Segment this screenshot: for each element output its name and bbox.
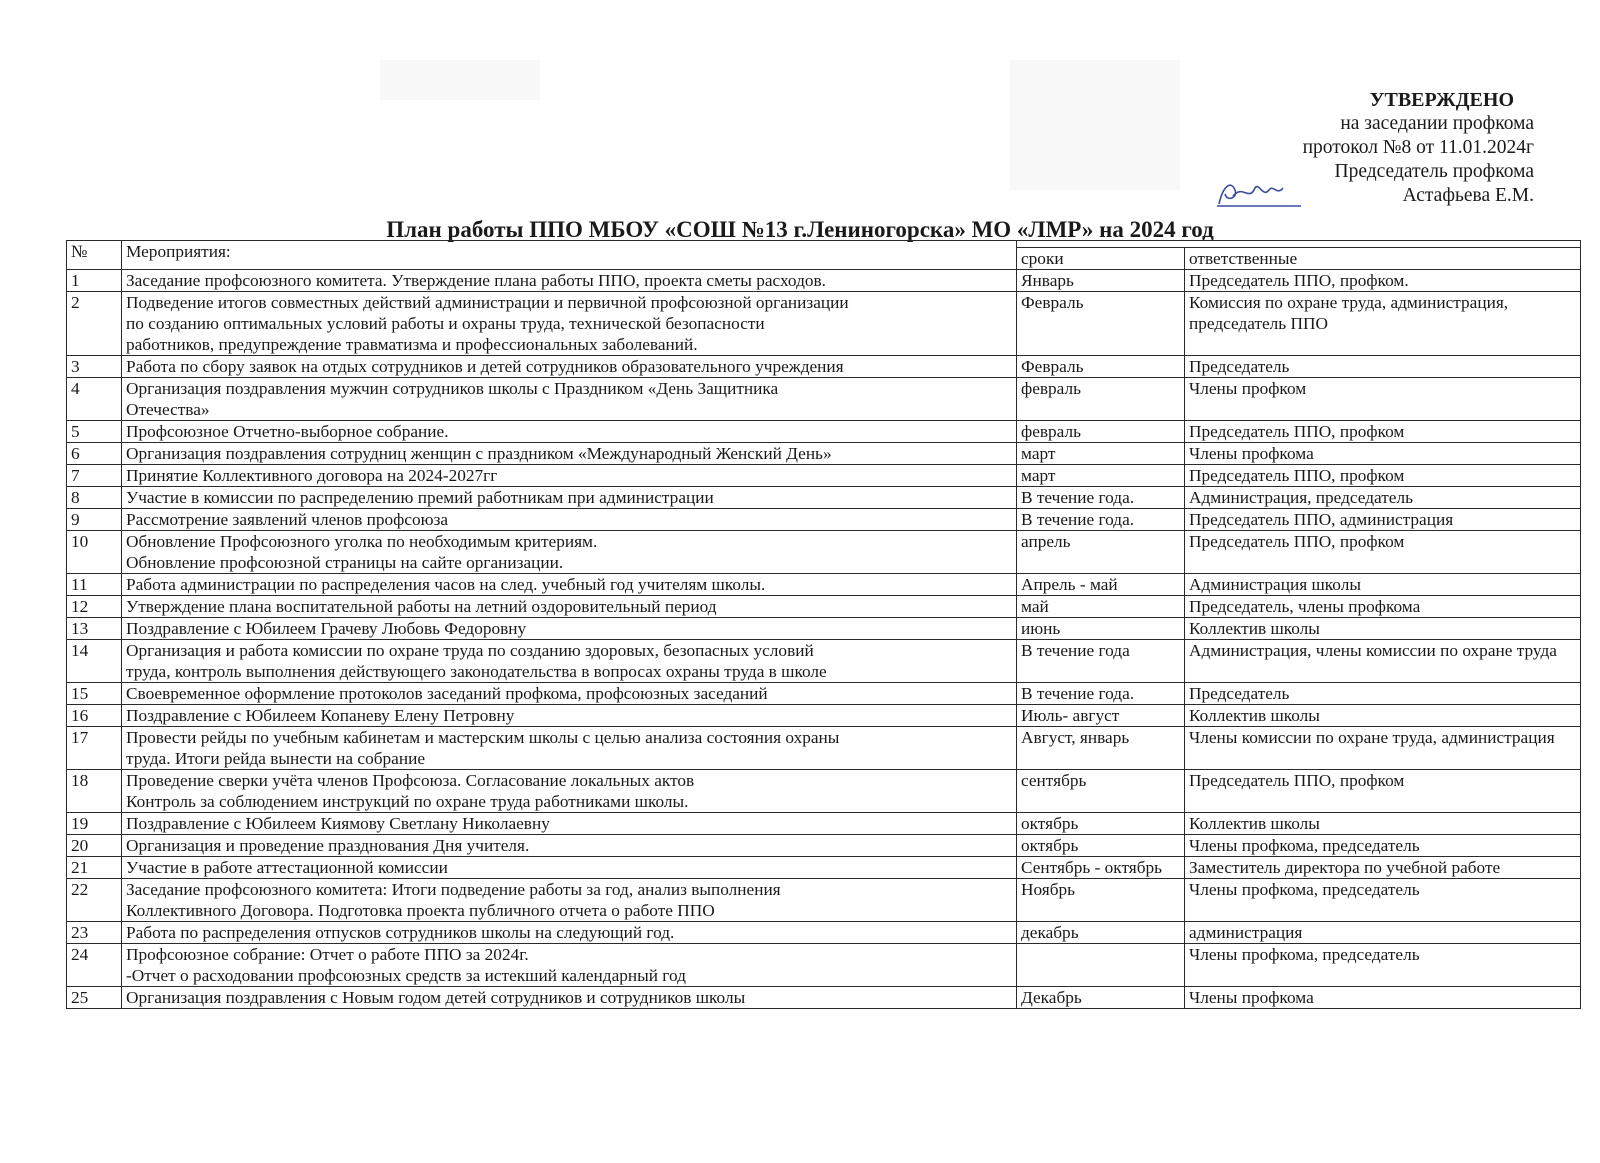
- cell-num: 7: [67, 465, 122, 487]
- cell-event: Поздравление с Юбилеем Грачеву Любовь Федоровну: [122, 618, 1017, 640]
- cell-resp: Заместитель директора по учебной работе: [1185, 857, 1581, 879]
- cell-num: 20: [67, 835, 122, 857]
- cell-event: Подведение итогов совместных действий администрации и первичной профсоюзной организации по созданию оптимальных условий работы и охраны труда, технической безопасности работников, предупреждение травматизма и профессиональных заболеваний.: [122, 292, 1017, 356]
- cell-resp: Председатель ППО, профком: [1185, 770, 1581, 813]
- table-row: [67, 944, 1581, 987]
- cell-event: Организация поздравления с Новым годом детей сотрудников и сотрудников школы: [122, 987, 1017, 1009]
- cell-event: Профсоюзное Отчетно-выборное собрание.: [122, 421, 1017, 443]
- cell-num: 13: [67, 618, 122, 640]
- table-row: [67, 270, 1581, 292]
- cell-event: Организация и работа комиссии по охране труда по созданию здоровых, безопасных условий труда, контроль выполнения действующего законодательства в вопросах охраны труда в школе: [122, 640, 1017, 683]
- cell-num: 25: [67, 987, 122, 1009]
- cell-num: 5: [67, 421, 122, 443]
- cell-event: Организация поздравления сотрудниц женщин с праздником «Международный Женский День»: [122, 443, 1017, 465]
- cell-num: 14: [67, 640, 122, 683]
- cell-resp: Председатель ППО, профком: [1185, 421, 1581, 443]
- header-resp: ответственные: [1185, 248, 1581, 270]
- cell-resp: Председатель: [1185, 683, 1581, 705]
- cell-resp: Члены профкома: [1185, 443, 1581, 465]
- cell-term: февраль: [1017, 421, 1185, 443]
- cell-term: апрель: [1017, 531, 1185, 574]
- cell-event: Работа по распределения отпусков сотрудников школы на следующий год.: [122, 922, 1017, 944]
- cell-term: Апрель - май: [1017, 574, 1185, 596]
- table-row: [67, 857, 1581, 879]
- cell-num: 4: [67, 378, 122, 421]
- table-row: [67, 618, 1581, 640]
- cell-num: 8: [67, 487, 122, 509]
- cell-resp: Комиссия по охране труда, администрация, председатель ППО: [1185, 292, 1581, 356]
- cell-term: Ноябрь: [1017, 879, 1185, 922]
- table-row: [67, 378, 1581, 421]
- cell-term: В течение года: [1017, 640, 1185, 683]
- cell-num: 1: [67, 270, 122, 292]
- approval-line: на заседании профкома: [1340, 113, 1534, 134]
- table-row: [67, 596, 1581, 618]
- cell-num: 3: [67, 356, 122, 378]
- table-row: [67, 683, 1581, 705]
- cell-event: Принятие Коллективного договора на 2024-2027гг: [122, 465, 1017, 487]
- approval-block: [1303, 88, 1534, 208]
- document-title: План работы ППО МБОУ «СОШ №13 г.Лениногорска» МО «ЛМР» на 2024 год: [386, 217, 1214, 242]
- cell-resp: Председатель ППО, профком: [1185, 465, 1581, 487]
- cell-num: 2: [67, 292, 122, 356]
- table-row: [67, 574, 1581, 596]
- cell-resp: Коллектив школы: [1185, 813, 1581, 835]
- cell-resp: Члены комиссии по охране труда, администрация: [1185, 727, 1581, 770]
- cell-num: 6: [67, 443, 122, 465]
- cell-term: сентябрь: [1017, 770, 1185, 813]
- cell-event: Заседание профсоюзного комитета: Итоги подведение работы за год, анализ выполнения Коллективного Договора. Подготовка проекта публичного отчета о работе ППО: [122, 879, 1017, 922]
- header-num: №: [67, 241, 122, 270]
- cell-num: 19: [67, 813, 122, 835]
- header-term: сроки: [1017, 248, 1185, 270]
- cell-term: В течение года.: [1017, 487, 1185, 509]
- cell-event: Профсоюзное собрание: Отчет о работе ППО за 2024г. -Отчет о расходовании профсоюзных средств за истекший календарный год: [122, 944, 1017, 987]
- header-term-spacer: [1017, 241, 1581, 248]
- approval-line: Председатель профкома: [1334, 161, 1534, 182]
- table-row: [67, 443, 1581, 465]
- header-event: Мероприятия:: [122, 241, 1017, 270]
- cell-num: 23: [67, 922, 122, 944]
- cell-resp: Председатель: [1185, 356, 1581, 378]
- cell-resp: Члены профкома: [1185, 987, 1581, 1009]
- cell-event: Организация поздравления мужчин сотрудников школы с Праздником «День Защитника Отечества»: [122, 378, 1017, 421]
- cell-event: Участие в работе аттестационной комиссии: [122, 857, 1017, 879]
- bleed-through-mark: [380, 60, 540, 100]
- cell-term: Февраль: [1017, 356, 1185, 378]
- table-row: [67, 813, 1581, 835]
- table-row: [67, 292, 1581, 356]
- table-row: [67, 509, 1581, 531]
- cell-term: Декабрь: [1017, 987, 1185, 1009]
- approval-signature-line: [1303, 184, 1534, 208]
- cell-event: Провести рейды по учебным кабинетам и мастерским школы с целью анализа состояния охраны труда. Итоги рейда вынести на собрание: [122, 727, 1017, 770]
- cell-term: июнь: [1017, 618, 1185, 640]
- table-row: [67, 531, 1581, 574]
- cell-event: Обновление Профсоюзного уголка по необходимым критериям. Обновление профсоюзной страницы на сайте организации.: [122, 531, 1017, 574]
- table-row: [67, 727, 1581, 770]
- cell-resp: Администрация школы: [1185, 574, 1581, 596]
- cell-num: 24: [67, 944, 122, 987]
- cell-resp: Коллектив школы: [1185, 705, 1581, 727]
- cell-event: Заседание профсоюзного комитета. Утверждение плана работы ППО, проекта сметы расходов.: [122, 270, 1017, 292]
- cell-resp: Администрация, члены комиссии по охране труда: [1185, 640, 1581, 683]
- cell-resp: Администрация, председатель: [1185, 487, 1581, 509]
- cell-event: Работа администрации по распределения часов на след. учебный год учителям школы.: [122, 574, 1017, 596]
- cell-num: 9: [67, 509, 122, 531]
- cell-resp: Коллектив школы: [1185, 618, 1581, 640]
- table-row: [67, 356, 1581, 378]
- cell-resp: Председатель ППО, профком: [1185, 531, 1581, 574]
- bleed-through-mark: [1010, 60, 1180, 190]
- cell-resp: Члены профком: [1185, 378, 1581, 421]
- cell-event: Утверждение плана воспитательной работы на летний оздоровительный период: [122, 596, 1017, 618]
- cell-event: Своевременное оформление протоколов заседаний профкома, профсоюзных заседаний: [122, 683, 1017, 705]
- cell-event: Рассмотрение заявлений членов профсоюза: [122, 509, 1017, 531]
- approval-signer-name: Астафьева Е.М.: [1402, 185, 1534, 206]
- cell-event: Участие в комиссии по распределению премий работникам при администрации: [122, 487, 1017, 509]
- approval-title: УТВЕРЖДЕНО: [1369, 89, 1514, 111]
- cell-term: февраль: [1017, 378, 1185, 421]
- cell-event: Поздравление с Юбилеем Киямову Светлану Николаевну: [122, 813, 1017, 835]
- cell-num: 11: [67, 574, 122, 596]
- work-plan-table: [66, 240, 1581, 1009]
- table-row: [67, 487, 1581, 509]
- cell-num: 22: [67, 879, 122, 922]
- cell-num: 21: [67, 857, 122, 879]
- cell-resp: Председатель ППО, администрация: [1185, 509, 1581, 531]
- table-row: [67, 987, 1581, 1009]
- cell-term: октябрь: [1017, 813, 1185, 835]
- cell-term: март: [1017, 465, 1185, 487]
- approval-line: протокол №8 от 11.01.2024г: [1302, 137, 1534, 158]
- cell-term: октябрь: [1017, 835, 1185, 857]
- cell-resp: Председатель, члены профкома: [1185, 596, 1581, 618]
- handwritten-signature: [1213, 176, 1303, 210]
- cell-term: Июль- август: [1017, 705, 1185, 727]
- cell-event: Работа по сбору заявок на отдых сотрудников и детей сотрудников образовательного учреждения: [122, 356, 1017, 378]
- cell-term: [1017, 944, 1185, 987]
- table-row: [67, 879, 1581, 922]
- table-header-row: [67, 241, 1581, 248]
- cell-num: 10: [67, 531, 122, 574]
- table-row: [67, 640, 1581, 683]
- cell-term: В течение года.: [1017, 509, 1185, 531]
- cell-resp: администрация: [1185, 922, 1581, 944]
- cell-resp: Члены профкома, председатель: [1185, 879, 1581, 922]
- table-row: [67, 922, 1581, 944]
- table-row: [67, 705, 1581, 727]
- cell-term: Август, январь: [1017, 727, 1185, 770]
- table-row: [67, 770, 1581, 813]
- cell-term: Сентябрь - октябрь: [1017, 857, 1185, 879]
- cell-term: март: [1017, 443, 1185, 465]
- table-row: [67, 421, 1581, 443]
- cell-term: Февраль: [1017, 292, 1185, 356]
- cell-term: В течение года.: [1017, 683, 1185, 705]
- cell-event: Проведение сверки учёта членов Профсоюза. Согласование локальных актов Контроль за соблюдением инструкций по охране труда работниками школы.: [122, 770, 1017, 813]
- cell-num: 18: [67, 770, 122, 813]
- cell-term: май: [1017, 596, 1185, 618]
- cell-term: декабрь: [1017, 922, 1185, 944]
- cell-resp: Члены профкома, председатель: [1185, 835, 1581, 857]
- cell-term: Январь: [1017, 270, 1185, 292]
- cell-resp: Председатель ППО, профком.: [1185, 270, 1581, 292]
- cell-num: 17: [67, 727, 122, 770]
- cell-event: Организация и проведение празднования Дня учителя.: [122, 835, 1017, 857]
- cell-num: 15: [67, 683, 122, 705]
- table-row: [67, 835, 1581, 857]
- cell-num: 16: [67, 705, 122, 727]
- table-body: [67, 270, 1581, 1009]
- table-row: [67, 465, 1581, 487]
- cell-resp: Члены профкома, председатель: [1185, 944, 1581, 987]
- cell-num: 12: [67, 596, 122, 618]
- cell-event: Поздравление с Юбилеем Копаневу Елену Петровну: [122, 705, 1017, 727]
